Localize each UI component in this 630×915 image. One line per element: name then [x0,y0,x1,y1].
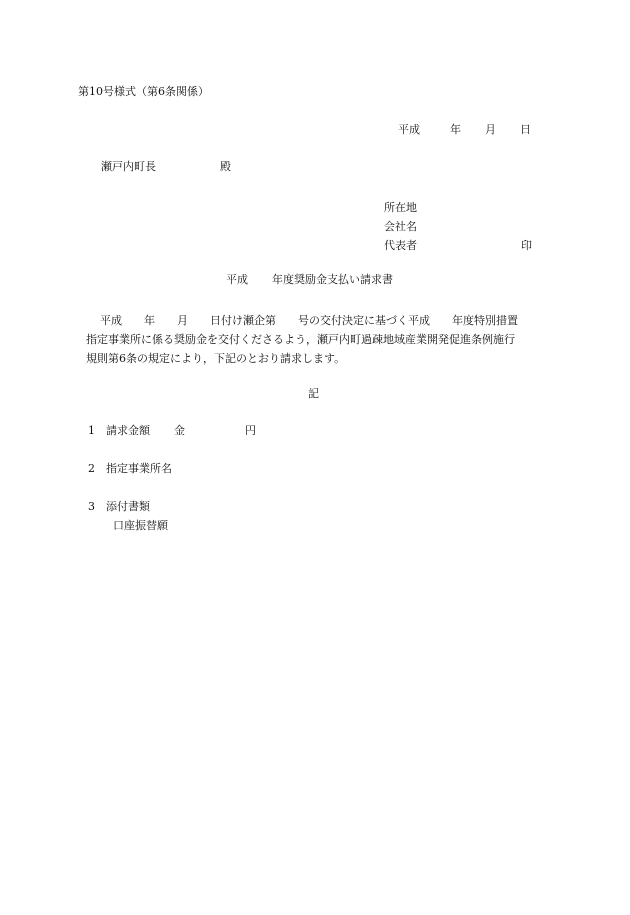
body-line-3: 規則第6条の規定により，下記のとおり請求します。 [86,352,346,365]
body-line-1 [86,311,556,330]
item-request-amount [88,424,256,438]
address-label: 所在地 [384,201,417,214]
addressee-honorific: 殿 [220,160,231,173]
addressee [101,160,231,174]
item-number: 1 [88,424,95,437]
date-day-unit: 日 [520,123,531,136]
item-number: 3 [88,500,95,513]
body-paragraph [86,311,556,368]
body-year-unit: 年 [144,314,155,327]
currency-prefix: 金 [174,424,185,437]
applicant-block [384,198,532,255]
body-year-measure: 年度特別措置 [452,314,518,327]
item-label: 添付書類 [106,500,150,513]
title-text: 年度奨励金支払い請求書 [272,273,393,286]
date-month-unit: 月 [485,123,496,136]
body-era-1: 平成 [100,314,122,327]
item-label: 請求金額 [106,424,150,437]
item-attachments [88,500,150,514]
body-decision-text: 号の交付決定に基づく平成 [298,314,430,327]
item-number: 2 [88,462,95,475]
date-era: 平成 [398,123,420,136]
date-line [398,123,531,137]
company-label: 会社名 [384,220,417,233]
item-label: 指定事業所名 [106,462,172,475]
representative-row [384,236,532,255]
addressee-name: 瀬戸内町長 [101,160,156,173]
body-month-unit: 月 [177,314,188,327]
form-number: 第10号様式（第6条関係） [78,85,209,98]
body-line-2: 指定事業所に係る奨励金を交付くださるよう，瀬戸内町過疎地域産業開発促進条例施行 [86,333,515,346]
body-date-text: 日付け瀬企第 [210,314,276,327]
document-title [226,273,393,287]
representative-label: 代表者 [384,239,417,252]
title-era: 平成 [226,273,248,286]
ki-heading: 記 [308,387,319,400]
currency-unit: 円 [245,424,256,437]
seal-mark: 印 [521,239,532,252]
attachment-account-transfer: 口座振替願 [113,519,168,532]
date-year-unit: 年 [450,123,461,136]
item-designated-office [88,462,172,476]
